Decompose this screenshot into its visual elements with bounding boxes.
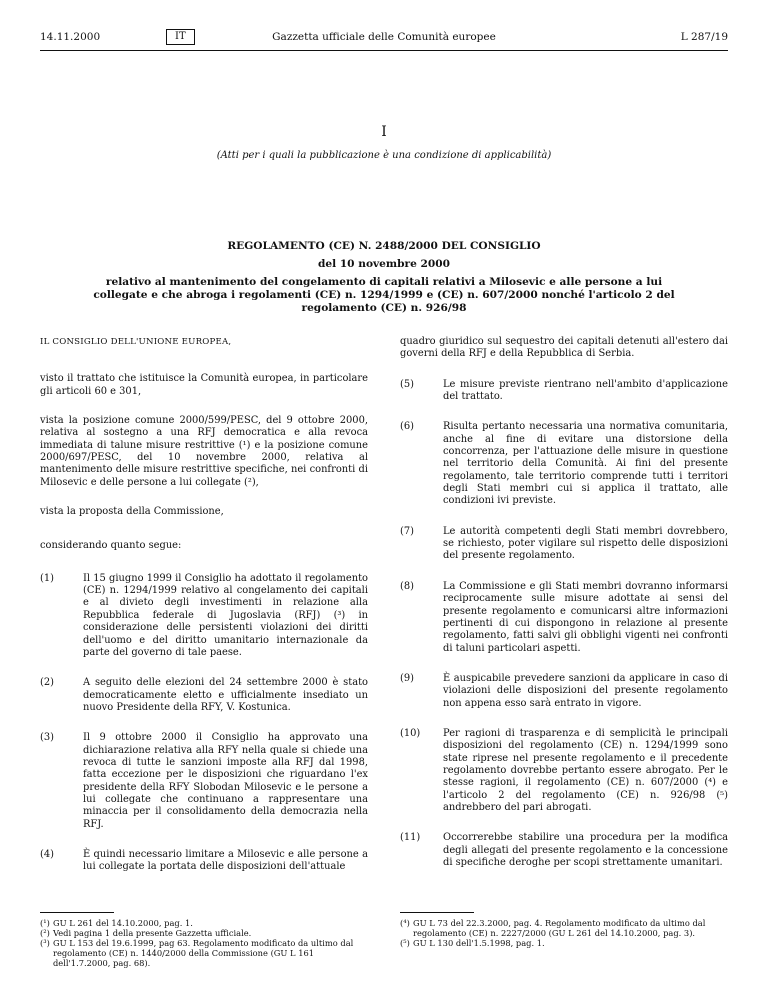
footnote-marker: (²) [40, 928, 50, 938]
recital-number: (4) [40, 848, 54, 860]
publication-title: Gazzetta ufficiale delle Comunità europee [272, 31, 496, 43]
recital-text: A seguito delle elezioni del 24 settembre 2000 è stato democraticamente eletto e ufficialmente insediato un nuovo Presidente della RFY, V. Kostunica. [83, 677, 368, 713]
recital-item [400, 421, 728, 507]
recital-item [40, 677, 368, 714]
recital-text: Il 15 giugno 1999 il Consiglio ha adottato il regolamento (CE) n. 1294/1999 relativo al congelamento dei capitali e al divieto degli investimenti in relazione alla Repubblica federale di Jugoslavia (RFJ) (³) in considerazione delle persistenti violazioni dei diritti dell'uomo e del diritto umanitario internazionale da parte del governo di tale paese. [83, 572, 368, 658]
recital-number: (10) [400, 727, 421, 739]
recital-number: (11) [400, 832, 421, 844]
recital-number: (6) [400, 421, 414, 433]
footnote [40, 938, 368, 968]
footnote-text: GU L 261 del 14.10.2000, pag. 1. [53, 918, 193, 928]
recital-text: Risulta pertanto necessaria una normativa comunitaria, anche al fine di evitare una distorsione della concorrenza, per l'attuazione delle misure in questione nel territorio della Comunità. Ai fini del presente regolamento, tale territorio comprende tutti i territori degli Stati membri cui si applica il trattato, alle condizioni ivi previste. [443, 421, 728, 507]
recital-visto-posizione: vista la posizione comune 2000/599/PESC, del 9 ottobre 2000, relativa al sostegno a una RFJ democratica e alla revoca immediata di talune misure restrittive (¹) e la posizione comune 2000/697/PESC, del 10 novembre 2000, relativa al mantenimento delle misure restrittive specifiche, nei confronti di Milosevic e delle persone a lui collegate (²), [40, 415, 368, 488]
page-number: L 287/19 [680, 31, 728, 43]
recital-number: (8) [400, 580, 414, 592]
recital-text: Per ragioni di trasparenza e di semplicità le principali disposizioni del regolamento (CE) n. 1294/1999 sono state riprese nel presente regolamento e il precedente regolamento dovrebbe pertanto essere abrogato. Per le stesse ragioni, il regolamento (CE) n. 607/2000 (⁴) e l'articolo 2 del regolamento (CE) n. 926/98 (⁵) andrebbero del pari abrogati. [443, 727, 728, 813]
footnotes-left [40, 912, 368, 968]
recital-number: (1) [40, 572, 54, 584]
footnote [40, 918, 368, 928]
left-column [40, 336, 368, 885]
regulation-subject: relativo al mantenimento del congelamento di capitali relativi a Milosevic e alle persone a lui collegate e che abroga i regolamenti (CE) n. 1294/1999 e (CE) n. 607/2000 nonché l'articolo 2 del regolamento (CE) n. 926/98 [93, 276, 675, 314]
recital-item [40, 732, 368, 831]
header-rule [40, 50, 728, 51]
recital-number: (3) [40, 732, 54, 744]
recital-item [400, 526, 728, 563]
footnote [400, 938, 728, 948]
recital-item [400, 581, 728, 655]
footnotes-right [400, 912, 728, 948]
footnote-text: GU L 153 del 19.6.1999, pag 63. Regolamento modificato da ultimo dal regolamento (CE) n. 1440/2000 della Commissione (GU L 161 dell'1.7.2000, pag. 68). [53, 938, 354, 968]
footnote-rule [400, 912, 474, 913]
council-heading: IL CONSIGLIO DELL'UNIONE EUROPEA, [40, 337, 232, 347]
recital-item [40, 849, 368, 874]
footnote-marker: (³) [40, 938, 50, 948]
section-numeral: I [381, 124, 387, 140]
regulation-title: REGOLAMENTO (CE) N. 2488/2000 DEL CONSIGLIO [227, 240, 541, 252]
footnote [40, 928, 368, 938]
recital-number: (2) [40, 677, 54, 689]
recital-item [400, 832, 728, 869]
recital-text: Occorrerebbe stabilire una procedura per la modifica degli allegati del presente regolamento e la concessione di specifiche deroghe per scopi strettamente umanitari. [443, 832, 728, 868]
recital-item [400, 673, 728, 710]
recital-item [40, 573, 368, 659]
language-badge: IT [166, 29, 195, 45]
footnote-marker: (¹) [40, 918, 50, 928]
footnote-rule [40, 912, 114, 913]
footnote [400, 918, 728, 938]
regulation-date: del 10 novembre 2000 [317, 258, 451, 270]
recital-text: La Commissione e gli Stati membri dovranno informarsi reciprocamente sulle misure adottate ai sensi del presente regolamento e comunicarsi altre informazioni pertinenti di cui dispongono in relazione al presente regolamento, fatti salvi gli obblighi vigenti nei confronti di taluni particolari aspetti. [443, 580, 728, 654]
recital-text: Il 9 ottobre 2000 il Consiglio ha approvato una dichiarazione relativa alla RFY nella quale si chiede una revoca di tutte le sanzioni imposte alla RFJ dal 1998, fatta eccezione per le disposizioni che riguardano l'ex presidente della RFY Slobodan Milosevic e le persone a lui collegate che continuano a rappresentare una minaccia per il consolidamento della democrazia nella RFJ. [83, 732, 368, 830]
recital-number: (9) [400, 672, 414, 684]
recital-number: (5) [400, 378, 414, 390]
footnote-marker: (⁵) [400, 938, 410, 948]
recital-item [400, 379, 728, 404]
recital-number: (7) [400, 525, 414, 537]
recital-visto-trattato: visto il trattato che istituisce la Comunità europea, in particolare gli articoli 60 e 301, [40, 373, 368, 397]
recital-text: Le autorità competenti degli Stati membri dovrebbero, se richiesto, poter vigilare sul rispetto delle disposizioni del presente regolamento. [443, 525, 728, 562]
recital-text: Le misure previste rientrano nell'ambito d'applicazione del trattato. [443, 378, 728, 403]
recital-continuation: quadro giuridico sul sequestro dei capitali detenuti all'estero dai governi della RFJ e della Repubblica di Serbia. [400, 336, 728, 360]
recital-text: È auspicabile prevedere sanzioni da applicare in caso di violazioni delle disposizioni del presente regolamento non appena esso sarà entrato in vigore. [443, 672, 728, 709]
footnote-marker: (⁴) [400, 918, 410, 928]
section-note: (Atti per i quali la pubblicazione è una condizione di applicabilità) [216, 150, 552, 161]
page-header [40, 31, 728, 47]
considerando-heading: considerando quanto segue: [40, 540, 182, 552]
header-date: 14.11.2000 [40, 31, 101, 43]
right-column [400, 336, 728, 880]
footnote-text: Vedi pagina 1 della presente Gazzetta ufficiale. [53, 928, 252, 938]
footnote-text: GU L 73 del 22.3.2000, pag. 4. Regolamento modificato da ultimo dal regolamento (CE) n. 2227/2000 (GU L 261 del 14.10.2000, pag. 3). [413, 918, 706, 938]
recital-visto-proposta: vista la proposta della Commissione, [40, 506, 224, 518]
footnote-text: GU L 130 dell'1.5.1998, pag. 1. [413, 938, 545, 948]
recital-text: È quindi necessario limitare a Milosevic e alle persone a lui collegate la portata delle disposizioni dell'attuale [83, 848, 368, 873]
recital-item [400, 728, 728, 814]
